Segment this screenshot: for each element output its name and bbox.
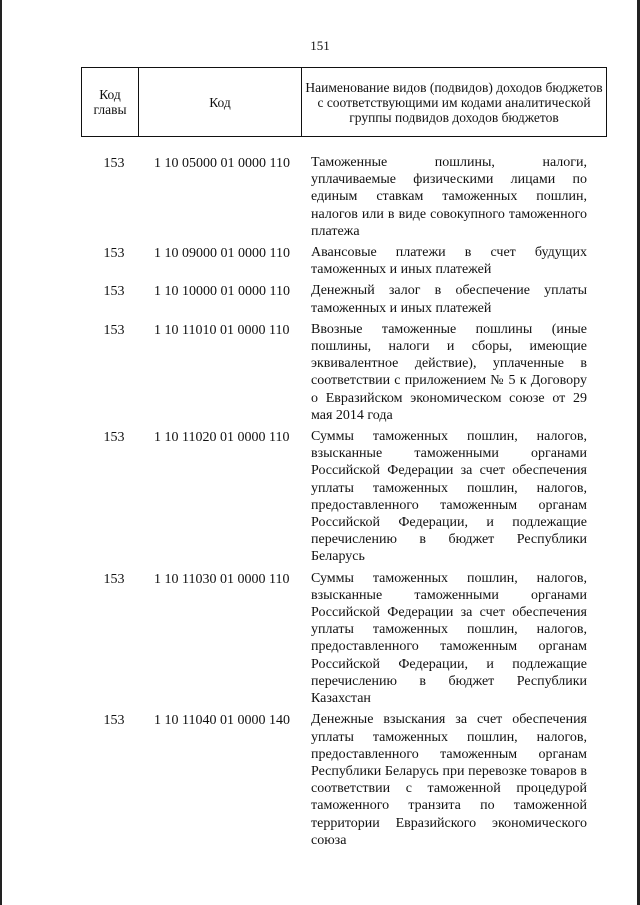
income-code: 1 10 11020 01 0000 110 [154,430,290,446]
scan-left-edge [0,0,2,905]
income-name: Суммы таможенных пошлин, налогов, взысканные таможенными органами Российской Федерации за счет обеспечения уплаты таможенных пошлин, налогов, предоставленного таможенным органам Российской Федерации, и подлежащие перечислению в бюджет Республики Беларусь [311,429,587,565]
table-row [81,282,606,316]
header-name: Наименование видов (подвидов) доходов бюджетов с соответствующими им кодами аналитической группы подвидов доходов бюджетов [302,68,607,137]
chapter-code: 153 [103,284,125,300]
chapter-code: 153 [103,713,125,729]
income-code: 1 10 11010 01 0000 110 [154,322,290,338]
income-name: Денежный залог в обеспечение уплаты таможенных и иных платежей [311,283,587,316]
income-name: Таможенные пошлины, налоги, уплачиваемые физическими лицами по единым ставкам таможенных пошлин, налогов или в виде совокупного таможенного платежа [311,155,587,239]
table-header [81,67,607,137]
table-row [81,428,606,566]
table-row [81,570,606,708]
chapter-code: 153 [103,156,125,171]
income-name: Суммы таможенных пошлин, налогов, взысканные таможенными органами Российской Федерации за счет обеспечения уплаты таможенных пошлин, налогов, предоставленного таможенным органам Российской Федерации, и подлежащие перечислению в бюджет Республики Казахстан [311,570,587,707]
table-row [81,244,606,278]
table-body [81,154,606,853]
chapter-code: 153 [103,246,125,262]
income-name: Ввозные таможенные пошлины (иные пошлины, налоги и сборы, имеющие эквивалентное действие), уплаченные в соответствии с приложением № 5 к Договору о Евразийском экономическом союзе от 29 мая 2014 года [311,321,587,423]
chapter-code: 153 [103,430,125,446]
table-row [81,321,606,424]
income-code: 1 10 10000 01 0000 110 [154,284,290,300]
income-code: 1 10 11030 01 0000 110 [154,571,290,587]
income-name: Денежные взыскания за счет обеспечения уплаты таможенных пошлин, налогов, предоставленного таможенным органам Республики Беларусь при перевозке товаров в соответствии с таможенной процедурой таможенного транзита по таможенной территории Евразийского экономического союза [311,712,587,848]
chapter-code: 153 [103,322,125,338]
page-number: 151 [310,38,330,53]
income-code: 1 10 05000 01 0000 110 [154,156,290,171]
income-code: 1 10 11040 01 0000 140 [154,713,290,729]
income-code: 1 10 09000 01 0000 110 [154,246,290,262]
header-code: Код [139,68,302,137]
table-row [81,711,606,849]
chapter-code: 153 [103,571,125,587]
income-name: Авансовые платежи в счет будущих таможенных и иных платежей [311,245,587,278]
table-row [81,154,606,240]
header-chapter-code: Код главы [82,68,139,137]
